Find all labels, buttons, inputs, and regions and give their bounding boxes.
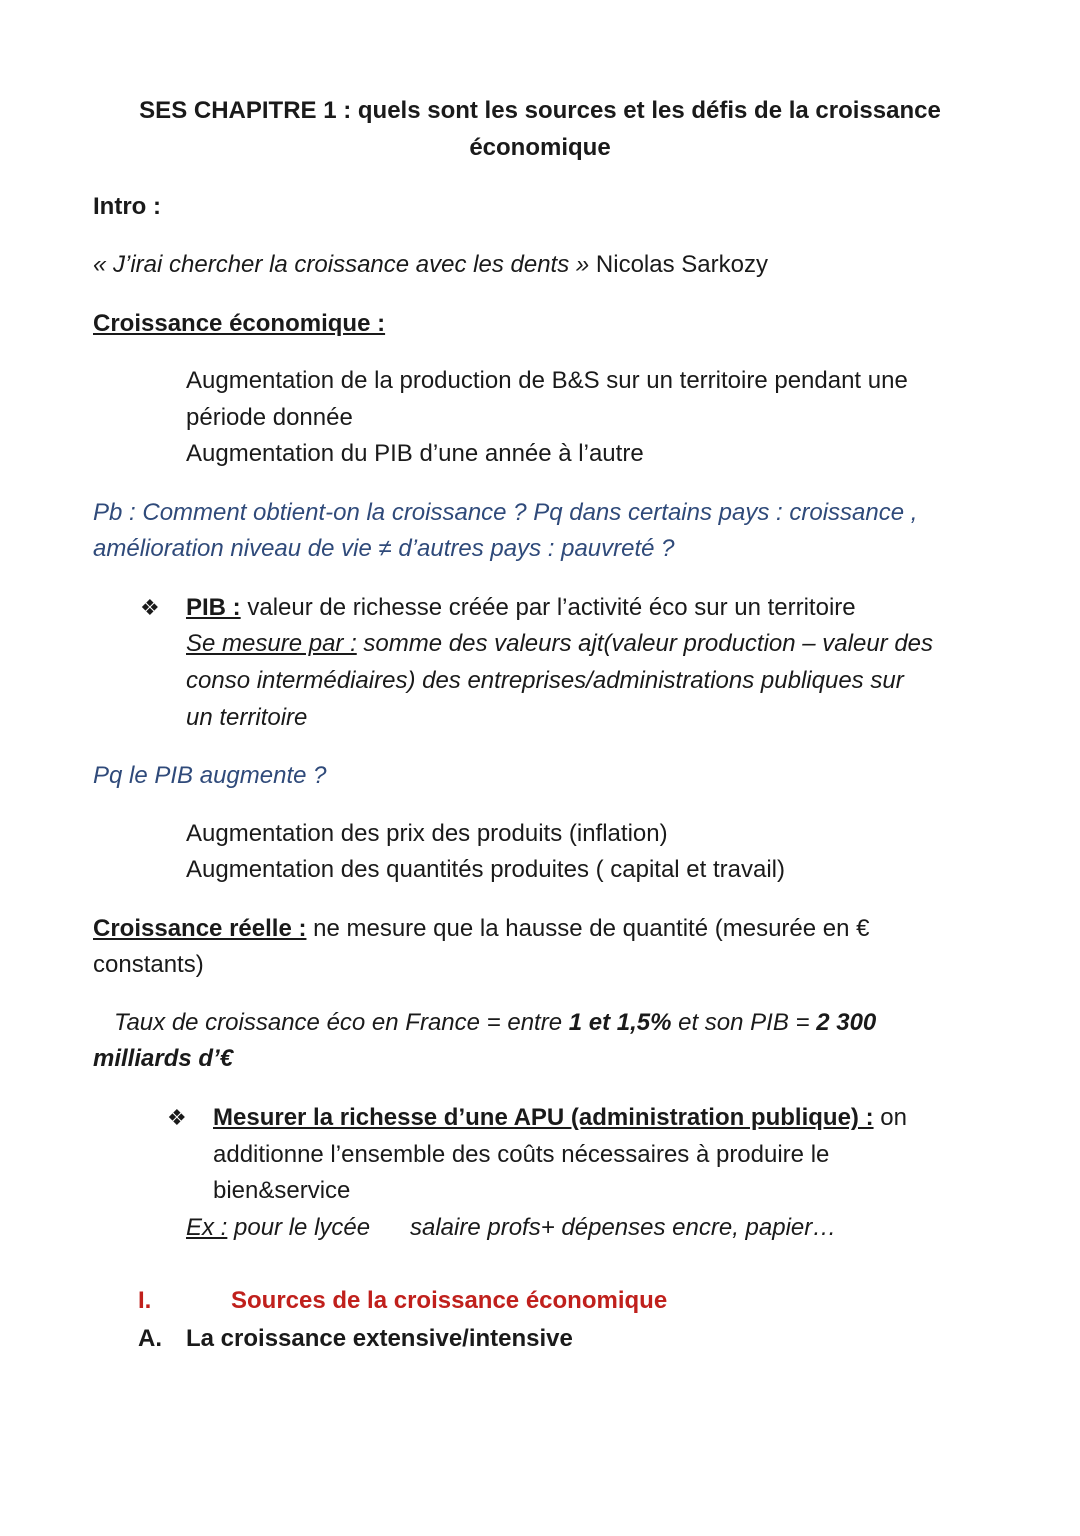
page-title bbox=[120, 92, 960, 166]
intro-quote-line bbox=[93, 246, 768, 283]
taux-part-1: Taux de croissance éco en France = entre bbox=[114, 1009, 569, 1036]
pq-pib-line-2: Augmentation des quantités produites ( capital et travail) bbox=[186, 856, 786, 883]
apu-example-part-2: salaire profs+ dépenses encre, papier… bbox=[410, 1214, 837, 1241]
problem-line-1: Pb : Comment obtient-on la croissance ? Pq dans certains pays : croissance , bbox=[93, 499, 918, 526]
croissance-eco-line-1: Augmentation de la production de B&S sur un territoire pendant une bbox=[186, 367, 908, 394]
apu-line-1 bbox=[213, 1099, 907, 1136]
pib-measure-label: Se mesure par : bbox=[186, 630, 357, 657]
apu-line-1-rest: on bbox=[873, 1104, 907, 1131]
subsection-a-title: La croissance extensive/intensive bbox=[186, 1325, 573, 1352]
apu-line-3: bien&service bbox=[213, 1177, 351, 1204]
apu-bullet-icon: ❖ bbox=[167, 1105, 187, 1130]
pib-bullet-icon: ❖ bbox=[140, 595, 160, 620]
croissance-eco-line-2: période donnée bbox=[186, 404, 353, 431]
croissance-eco-line-3: Augmentation du PIB d’une année à l’autre bbox=[186, 440, 644, 467]
apu-example-line bbox=[186, 1209, 370, 1246]
croissance-reelle-line-2: constants) bbox=[93, 951, 204, 978]
problem-line-2: amélioration niveau de vie ≠ d’autres pays : pauvreté ? bbox=[93, 535, 675, 562]
apu-line-2: additionne l’ensemble des coûts nécessaires à produire le bbox=[213, 1141, 830, 1168]
apu-term: Mesurer la richesse d’une APU (administration publique) : bbox=[213, 1104, 874, 1131]
pib-definition: valeur de richesse créée par l’activité éco sur un territoire bbox=[240, 594, 856, 621]
croissance-economique-heading: Croissance économique : bbox=[93, 310, 386, 337]
apu-example-part-1: pour le lycée bbox=[227, 1214, 371, 1241]
apu-example-label: Ex : bbox=[186, 1214, 228, 1241]
section-1-numeral: I. bbox=[138, 1287, 152, 1314]
pib-measure-line-1 bbox=[186, 625, 933, 662]
taux-bold-2: 2 300 bbox=[816, 1009, 877, 1036]
pib-measure-line-2: conso intermédiaires) des entreprises/administrations publiques sur bbox=[186, 667, 904, 694]
title-line-1: SES CHAPITRE 1 : quels sont les sources et les défis de la croissance bbox=[139, 97, 941, 124]
taux-part-2: et son PIB = bbox=[671, 1009, 817, 1036]
pib-definition-line bbox=[186, 589, 856, 626]
croissance-reelle-line-1 bbox=[93, 910, 869, 947]
subsection-a-letter: A. bbox=[138, 1325, 162, 1352]
section-1-title: Sources de la croissance économique bbox=[231, 1287, 668, 1314]
pib-measure-text-1: somme des valeurs ajt(valeur production – valeur des bbox=[356, 630, 934, 657]
pq-pib-question: Pq le PIB augmente ? bbox=[93, 762, 327, 789]
intro-label: Intro : bbox=[93, 193, 161, 220]
pib-term: PIB : bbox=[186, 594, 241, 621]
taux-line-1 bbox=[114, 1004, 876, 1041]
pib-measure-line-3: un territoire bbox=[186, 704, 308, 731]
pq-pib-line-1: Augmentation des prix des produits (inflation) bbox=[186, 820, 668, 847]
taux-bold-1: 1 et 1,5% bbox=[568, 1009, 672, 1036]
title-line-2: économique bbox=[469, 134, 611, 161]
croissance-reelle-text: ne mesure que la hausse de quantité (mesurée en € bbox=[306, 915, 870, 942]
intro-quote: « J’irai chercher la croissance avec les dents » bbox=[93, 251, 590, 278]
croissance-reelle-term: Croissance réelle : bbox=[93, 915, 307, 942]
taux-line-2: milliards d’€ bbox=[93, 1045, 234, 1072]
intro-author: Nicolas Sarkozy bbox=[589, 251, 768, 278]
